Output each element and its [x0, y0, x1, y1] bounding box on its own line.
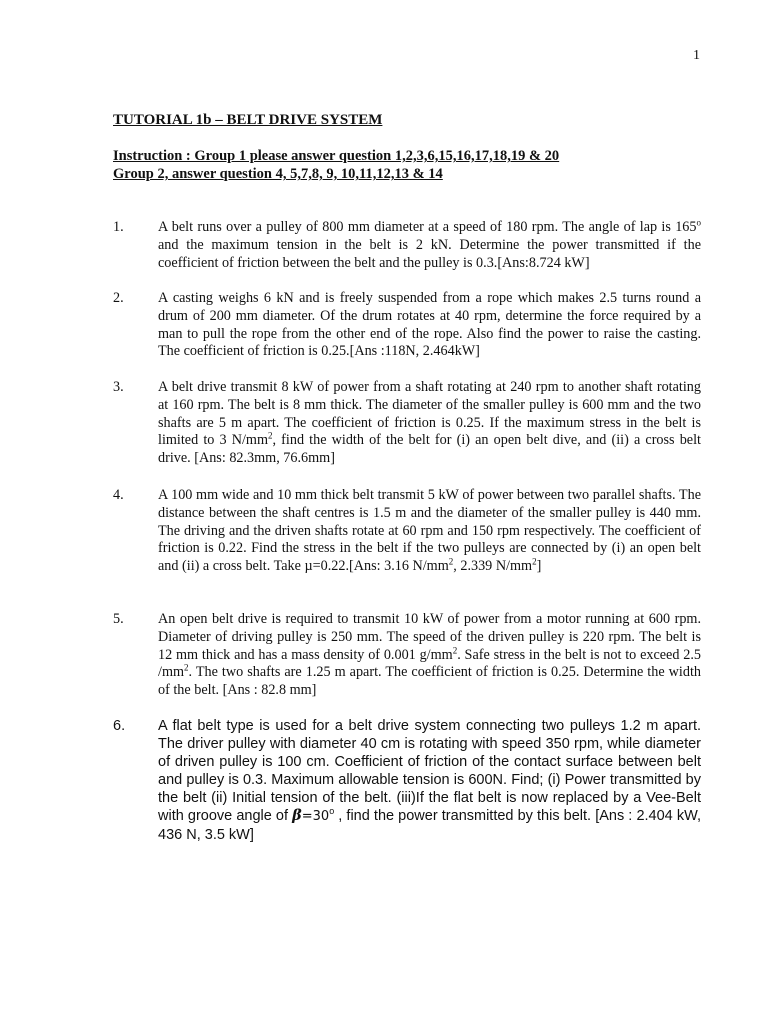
question-number: 2. [113, 290, 124, 306]
question-number: 4. [113, 487, 124, 503]
question-text: A belt drive transmit 8 kW of power from a shaft rotating at 240 rpm to another shaft rotating at 160 rpm. The belt is 8 mm thick. The diameter of the smaller pulley is 600 mm and the two shafts are 5 m apart. The coefficient of friction is 0.25. If the maximum stress in the belt is limited to 3 $N/mm^2$, find the width of the belt for (i) an open belt dive, and (ii) a cross belt drive. [Ans: 82.3mm, 76.6mm] [158, 379, 701, 467]
question-4 [113, 487, 701, 576]
question-3 [113, 379, 701, 468]
question-text: A belt runs over a pulley of 800 mm diameter at a speed of 180 rpm. The angle of lap is 165$^o$ and the maximum tension in the belt is 2 kN. Determine the power transmitted if the coefficient of friction between the belt and the pulley is 0.3.[Ans:8.724 kW] [158, 217, 701, 271]
instruction-line-2: Group 2, answer question 4, 5,7,8, 9, 10,11,12,13 & 14 [113, 166, 443, 182]
question-number: 3. [113, 379, 124, 395]
question-6 [113, 717, 701, 844]
question-text: A 100 mm wide and 10 mm thick belt transmit 5 kW of power between two parallel shafts. The distance between the shaft centres is 1.5 m and the diameter of the smaller pulley is 440 mm. The driving and the driven shafts rotate at 60 rpm and 150 rpm respectively. The coefficient of friction is 0.22. Find the stress in the belt if the two pulleys are connected by (i) an open belt and (ii) a cross belt. Take µ=0.22.[Ans: 3.16 $N/mm^2$, 2.339 $N/mm^2$] [158, 487, 701, 575]
question-text: A flat belt type is used for a belt drive system connecting two pulleys 1.2 m apart. The driver pulley with diameter 40 cm is rotating with speed 350 rpm, while diameter of driven pulley is 100 cm. Coefficient of friction of the contact surface between belt and pulley is 0.3. Maximum allowable tension is 600N. Find; (i) Power transmitted by the belt (ii) Initial tension of the belt. (iii)If the flat belt is now replaced by a Vee-Belt with groove angle of $\beta=30^o$ , find the power transmitted by this belt. [Ans : 2.404 kW, 436 N, 3.5 kW] [158, 718, 701, 843]
page-title: TUTORIAL 1b – BELT DRIVE SYSTEM [113, 112, 383, 128]
question-1 [113, 219, 701, 272]
page-number: 1 [693, 48, 700, 63]
question-text: An open belt drive is required to transmit 10 kW of power from a motor running at 600 rpm. Diameter of driving pulley is 250 mm. The speed of the driven pulley is 220 rpm. The belt is 12 mm thick and has a mass density of 0.001 $g/mm^2$. Safe stress in the belt is not to exceed 2.5 $/mm^2$. The two shafts are 1.25 m apart. The coefficient of friction is 0.25. Determine the width of the belt. [Ans : 82.8 mm] [158, 611, 701, 699]
question-number: 6. [113, 718, 126, 734]
question-number: 5. [113, 611, 124, 627]
instruction-line-1: Instruction : Group 1 please answer question 1,2,3,6,15,16,17,18,19 & 20 [113, 148, 560, 164]
question-5 [113, 611, 701, 700]
question-2 [113, 290, 701, 361]
instruction-block [113, 147, 559, 183]
question-number: 1. [113, 219, 124, 235]
question-text: A casting weighs 6 kN and is freely suspended from a rope which makes 2.5 turns round a drum of 200 mm diameter. Of the drum rotates at 40 rpm, determine the force required by a man to pull the rope from the other end of the rope. Also find the power to raise the casting. The coefficient of friction is 0.25.[Ans :118N, 2.464kW] [158, 290, 701, 360]
beta-symbol: β [292, 807, 302, 824]
